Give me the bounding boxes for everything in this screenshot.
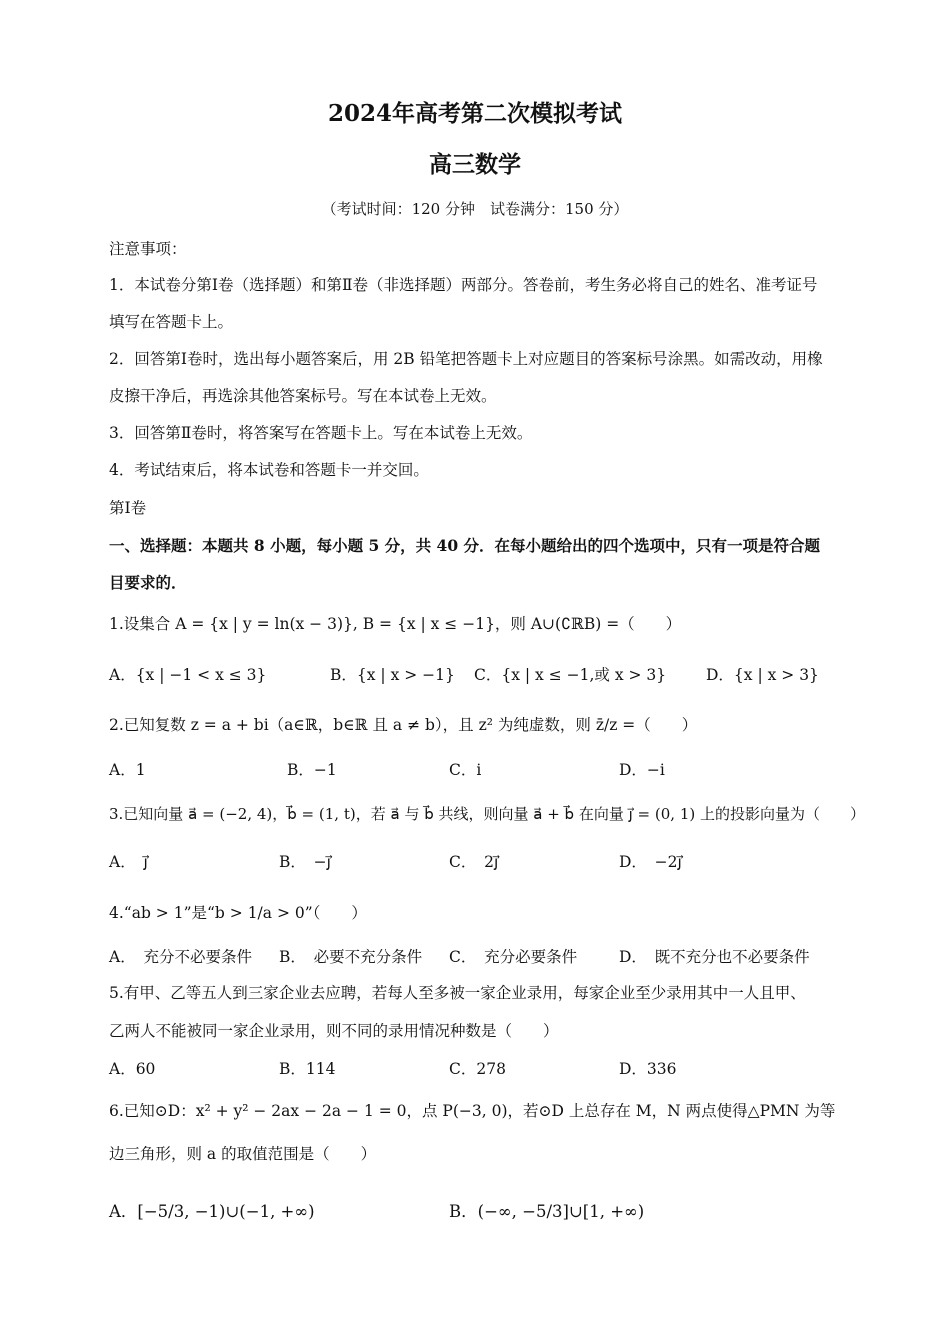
question-5-stem: 5.有甲、乙等五人到三家企业去应聘，若每人至多被一家企业录用，每家企业至少录用其中一人且甲、: [109, 984, 806, 1002]
question-2-option-d: D．−i: [619, 761, 665, 779]
question-3-option-d: D． −2j⃗: [619, 853, 682, 871]
question-3-option-a: A． j⃗: [109, 853, 148, 871]
question-1-option-d: D．{x | x > 3}: [706, 666, 819, 684]
question-2-option-a: A．1: [109, 761, 146, 779]
question-2-option-b: B．−1: [287, 761, 337, 779]
question-4-option-b: B． 必要不充分条件: [279, 948, 423, 966]
question-4-option-c: C． 充分必要条件: [449, 948, 578, 966]
question-5-stem: 乙两人不能被同一家企业录用，则不同的录用情况种数是（ ）: [109, 1022, 559, 1040]
note-line: 2．回答第Ⅰ卷时，选出每小题答案后，用 2B 铅笔把答题卡上对应题目的答案标号涂黑。如需改动，用橡: [109, 350, 823, 368]
note-line: 1．本试卷分第Ⅰ卷（选择题）和第Ⅱ卷（非选择题）两部分。答卷前，考生务必将自己的姓名、准考证号: [109, 276, 818, 294]
question-3-option-c: C． 2j⃗: [449, 853, 499, 871]
note-line: 填写在答题卡上。: [109, 313, 234, 331]
section-heading: 一、选择题：本题共 8 小题，每小题 5 分，共 40 分．在每小题给出的四个选项中，只有一项是符合题: [109, 536, 821, 555]
question-1-stem: 1.设集合 A = {x | y = ln(x − 3)}, B = {x | x ≤ −1}，则 A∪(∁ℝB) =（ ）: [109, 615, 682, 633]
exam-subtitle: 高三数学: [429, 151, 521, 178]
part1-label: 第Ⅰ卷: [109, 499, 147, 517]
question-5-option-a: A．60: [109, 1060, 156, 1078]
question-3-stem: 3.已知向量 a⃗ = (−2, 4)，b⃗ = (1, t)，若 a⃗ 与 b⃗ 共线，则向量 a⃗ + b⃗ 在向量 j⃗ = (0, 1) 上的投影向量为（ ）: [109, 805, 865, 823]
question-2-stem: 2.已知复数 z = a + bi（a∈ℝ，b∈ℝ 且 a ≠ b），且 z² 为纯虚数，则 z̄/z =（ ）: [109, 716, 698, 734]
question-6-option-a: A．[−5/3, −1)∪(−1, +∞): [109, 1202, 315, 1221]
notes-heading: 注意事项：: [109, 240, 187, 258]
exam-info: （考试时间：120 分钟 试卷满分：150 分）: [321, 200, 629, 218]
question-3-option-b: B． −j⃗: [279, 853, 331, 871]
note-line: 皮擦干净后，再选涂其他答案标号。写在本试卷上无效。: [109, 387, 497, 405]
question-6-option-b: B．(−∞, −5/3]∪[1, +∞): [449, 1202, 645, 1221]
question-5-option-c: C．278: [449, 1060, 506, 1078]
section-heading: 目要求的．: [109, 573, 187, 592]
question-1-option-a: A．{x | −1 < x ≤ 3}: [109, 666, 267, 684]
question-5-option-b: B．114: [279, 1060, 336, 1078]
question-6-stem: 6.已知⊙D：x² + y² − 2ax − 2a − 1 = 0，点 P(−3, 0)，若⊙D 上总存在 M，N 两点使得△PMN 为等: [109, 1102, 836, 1120]
question-4-stem: 4.“ab > 1”是“b > 1/a > 0”（ ）: [109, 904, 367, 922]
question-1-option-b: B．{x | x > −1}: [330, 666, 455, 684]
question-2-option-c: C．i: [449, 761, 482, 779]
question-4-option-d: D． 既不充分也不必要条件: [619, 948, 810, 966]
question-5-option-d: D．336: [619, 1060, 677, 1078]
exam-title: 2024年高考第二次模拟考试: [327, 100, 622, 127]
note-line: 4．考试结束后，将本试卷和答题卡一并交回。: [109, 461, 429, 479]
question-1-option-c: C．{x | x ≤ −1,或 x > 3}: [474, 666, 667, 684]
question-4-option-a: A． 充分不必要条件: [109, 948, 252, 966]
question-6-stem: 边三角形，则 a 的取值范围是（ ）: [109, 1145, 377, 1163]
note-line: 3．回答第Ⅱ卷时，将答案写在答题卡上。写在本试卷上无效。: [109, 424, 533, 442]
